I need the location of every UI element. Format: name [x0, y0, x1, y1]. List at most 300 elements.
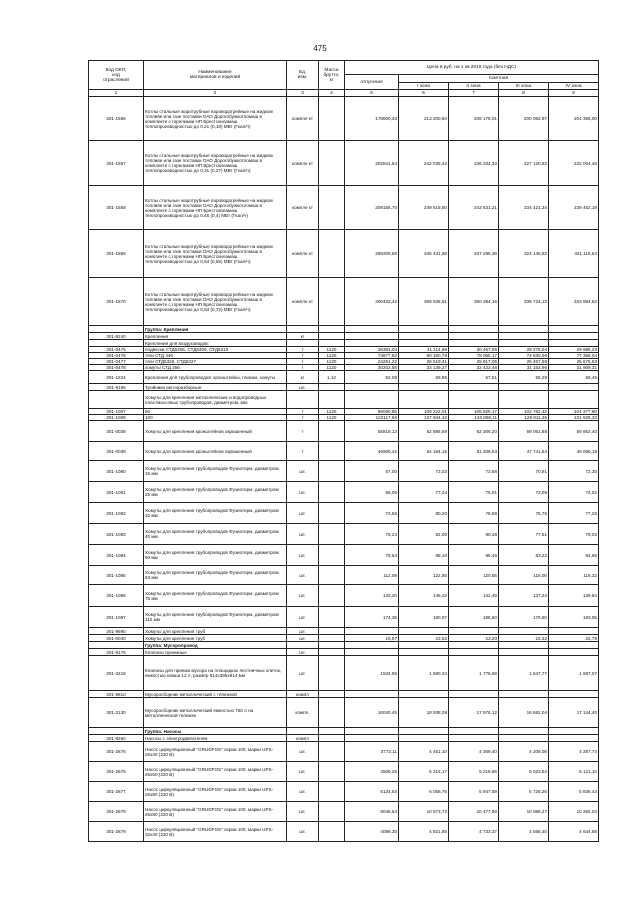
header-mass: Масса брутто, кг: [319, 61, 345, 90]
row-code: 301-1008: [89, 415, 144, 421]
row-zone4-price: [549, 384, 599, 391]
row-zone3-price: 55,29: [499, 371, 549, 384]
table-row: [89, 186, 599, 230]
row-unit: шт.: [287, 524, 319, 545]
row-zone2-price: 236 334,33: [449, 141, 499, 186]
row-mass: [319, 442, 345, 461]
row-unit: шт.: [287, 762, 319, 782]
row-name: Хомуты для крепления трубопроводов Фузиотерм, диаметром 50 мм: [144, 545, 287, 566]
row-zone4-price: 31 909,31: [549, 365, 599, 371]
row-zone3-price: [499, 628, 549, 635]
row-zone2-price: 23,20: [449, 635, 499, 642]
row-name: тяги СТД5326, СТД6327: [144, 359, 287, 365]
row-mass: [319, 635, 345, 642]
row-unit: шт.: [287, 503, 319, 524]
table-row: [89, 442, 599, 461]
row-zone2-price: 75,91: [449, 482, 499, 503]
table-row: [89, 545, 599, 566]
row-zone1-price: 145,22: [399, 585, 449, 607]
row-release-price: [345, 642, 399, 649]
row-unit: шт.: [287, 585, 319, 607]
row-code: 301-1224: [89, 371, 144, 384]
row-zone1-price: 242 035,44: [399, 141, 449, 186]
row-zone3-price: 75,76: [499, 503, 549, 524]
row-name: Хомуты для крепления труб: [144, 628, 287, 635]
table-row: [89, 802, 599, 822]
table-row: [89, 782, 599, 802]
row-name: Насос циркуляционный "GRUDFOS" серии 100, марки UPS-25х80 (220 В): [144, 782, 287, 802]
row-release-price: 55818,13: [345, 421, 399, 442]
page-number: 475: [313, 44, 327, 53]
row-code: 301-1007: [89, 409, 144, 415]
row-code: 301-0039: [89, 442, 144, 461]
row-code: 301-1082: [89, 503, 144, 524]
row-zone4-price: [549, 326, 599, 333]
row-release-price: 30202,58: [345, 365, 399, 371]
row-name: тяги СТД 446: [144, 353, 287, 359]
row-zone3-price: 179,60: [499, 607, 549, 628]
row-zone1-price: [399, 391, 449, 409]
row-code: [89, 642, 144, 649]
row-code: 301-2677: [89, 782, 144, 802]
col-number: 8: [499, 90, 549, 97]
row-zone2-price: 78,68: [449, 503, 499, 524]
row-zone3-price: 77,51: [499, 524, 549, 545]
row-name: Клапаны для приема мусора на площадках лестничных клеток, емкостью ковша 12 л, размер 614х395х814 мм: [144, 656, 287, 691]
row-zone2-price: 30 467,05: [449, 347, 499, 353]
row-zone4-price: 29 985,23: [549, 347, 599, 353]
row-zone2-price: 5 218,86: [449, 762, 499, 782]
col-number: 2: [144, 90, 287, 97]
row-name: Хомуты для крепления металлических и водопроводных пластмассовых трубопроводов, диаметром, мм:: [144, 391, 287, 409]
row-zone3-price: 102 762,42: [499, 409, 549, 415]
row-zone1-price: [399, 691, 449, 698]
row-mass: [319, 186, 345, 230]
row-mass: [319, 545, 345, 566]
row-unit: шт.: [287, 822, 319, 842]
row-name: Насос циркуляционный "GRUDFOS" серии 100, марки UPS-25х40 (220 В): [144, 742, 287, 762]
table-row: [89, 391, 599, 409]
row-name: 50: [144, 409, 287, 415]
row-release-price: 68,06: [345, 482, 399, 503]
row-unit: кг: [287, 333, 319, 340]
row-code: 301-0040: [89, 635, 144, 642]
row-zone2-price: 208 178,01: [449, 97, 499, 141]
row-zone4-price: [549, 628, 599, 635]
row-mass: [319, 482, 345, 503]
row-release-price: 73,56: [345, 503, 399, 524]
row-release-price: [345, 340, 399, 347]
row-zone4-price: 118,32: [549, 566, 599, 585]
row-zone2-price: 86,46: [449, 545, 499, 566]
row-mass: 1120: [319, 353, 345, 359]
row-code: 301-0038: [89, 421, 144, 442]
row-zone1-price: 4 821,85: [399, 822, 449, 842]
row-release-price: 9045,54: [345, 802, 399, 822]
row-mass: 1120: [319, 415, 345, 421]
row-zone4-price: [549, 642, 599, 649]
row-code: 301-0475: [89, 347, 144, 353]
row-zone4-price: 49 066,19: [549, 442, 599, 461]
row-zone1-price: 23,62: [399, 635, 449, 642]
row-release-price: [345, 735, 399, 742]
row-zone2-price: 4 733,37: [449, 822, 499, 842]
header-release: отпускная: [345, 75, 399, 90]
row-zone3-price: 234 421,34: [499, 186, 549, 230]
row-release-price: 289209,60: [345, 230, 399, 278]
row-zone1-price: 18 938,08: [399, 698, 449, 728]
row-zone3-price: 83,22: [499, 545, 549, 566]
row-zone1-price: [399, 728, 449, 735]
row-zone3-price: [499, 642, 549, 649]
header-zone-3: III зона: [499, 83, 549, 90]
row-zone4-price: 1 697,07: [549, 656, 599, 691]
row-release-price: 4506,26: [345, 762, 399, 782]
row-name: Хомуты для крепления трубопроводов Фузиотерм, диаметром 75 мм: [144, 585, 287, 607]
row-code: 301-9165: [89, 384, 144, 391]
row-zone4-price: 183,05: [549, 607, 599, 628]
row-mass: [319, 461, 345, 482]
row-code: 301-1084: [89, 545, 144, 566]
table-row: [89, 735, 599, 742]
row-unit: шт.: [287, 482, 319, 503]
row-zone2-price: 80,48: [449, 524, 499, 545]
row-zone1-price: 54 184,15: [399, 442, 449, 461]
row-zone3-price: 70,91: [499, 461, 549, 482]
col-number: 4: [319, 90, 345, 97]
row-zone2-price: [449, 340, 499, 347]
row-zone1-price: 62 886,69: [399, 421, 449, 442]
row-zone3-price: [499, 391, 549, 409]
row-zone2-price: 57,51: [449, 371, 499, 384]
row-zone3-price: 5 725,26: [499, 782, 549, 802]
row-zone1-price: 5 316,17: [399, 762, 449, 782]
row-mass: [319, 762, 345, 782]
row-zone3-price: [499, 649, 549, 656]
row-zone3-price: 10 086,27: [499, 802, 549, 822]
row-zone1-price: 31 114,69: [399, 347, 449, 353]
row-zone1-price: 190,07: [399, 607, 449, 628]
row-zone2-price: 73,68: [449, 461, 499, 482]
row-mass: [319, 698, 345, 728]
row-mass: [319, 141, 345, 186]
row-mass: [319, 728, 345, 735]
row-release-price: [345, 691, 399, 698]
row-name: 100: [144, 415, 287, 421]
table-row: [89, 585, 599, 607]
row-zone4-price: 4 287,74: [549, 742, 599, 762]
row-zone4-price: [549, 728, 599, 735]
row-zone3-price: 59 051,88: [499, 421, 549, 442]
row-code: 301-0478: [89, 365, 144, 371]
row-name: Хомуты для крепления трубопроводов Фузиотерм, диаметром 32 мм: [144, 503, 287, 524]
row-zone2-price: 5 947,59: [449, 782, 499, 802]
header-zone-4: IV зона: [549, 83, 599, 90]
row-release-price: 46905,42: [345, 442, 399, 461]
row-zone1-price: 73,03: [399, 461, 449, 482]
row-name: Хомуты для крепления трубопроводов Фузиотерм, диаметром 110 мм: [144, 607, 287, 628]
row-unit: компл.: [287, 698, 319, 728]
row-unit: кг: [287, 371, 319, 384]
col-number: 7: [449, 90, 499, 97]
header-unit: Ед. изм.: [287, 61, 319, 90]
row-zone1-price: 80,20: [399, 503, 449, 524]
row-zone4-price: 25 675,83: [549, 359, 599, 365]
row-zone2-price: 1 776,58: [449, 656, 499, 691]
row-zone4-price: 72,30: [549, 461, 599, 482]
row-zone1-price: [399, 649, 449, 656]
row-zone3-price: [499, 384, 549, 391]
row-unit: компле кт: [287, 278, 319, 326]
row-zone1-price: 137 944,43: [399, 415, 449, 421]
row-zone3-price: 73,09: [499, 482, 549, 503]
row-zone1-price: 1 690,34: [399, 656, 449, 691]
row-unit: шт.: [287, 384, 319, 391]
row-zone2-price: [449, 333, 499, 340]
row-release-price: [345, 326, 399, 333]
row-name: Группа: Насосы: [144, 728, 287, 735]
row-unit: шт.: [287, 656, 319, 691]
row-zone3-price: 47 741,64: [499, 442, 549, 461]
row-release-price: 24261,22: [345, 359, 399, 365]
row-zone3-price: 22,32: [499, 635, 549, 642]
row-name: Хомуты для крепления трубопроводов Фузиотерм, диаметром 25 мм: [144, 482, 287, 503]
row-zone3-price: [499, 728, 549, 735]
row-zone3-price: 116,00: [499, 566, 549, 585]
row-mass: [319, 691, 345, 698]
row-zone2-price: 32 422,46: [449, 365, 499, 371]
header-name: Наименование материалов и изделий: [144, 61, 287, 90]
table-row: [89, 461, 599, 482]
table-row: [89, 762, 599, 782]
row-zone4-price: 5 836,43: [549, 782, 599, 802]
row-name: подвески СТД5206, СТД5309, СТД6210: [144, 347, 287, 353]
table-row: [89, 607, 599, 628]
row-code: 301-1087: [89, 607, 144, 628]
row-zone4-price: 56,45: [549, 371, 599, 384]
row-zone3-price: [499, 691, 549, 698]
row-mass: 1120: [319, 365, 345, 371]
row-mass: [319, 802, 345, 822]
row-unit: шт.: [287, 607, 319, 628]
row-code: 301-0477: [89, 359, 144, 365]
row-name: Группа: Мусоропровод: [144, 642, 287, 649]
row-name: Тройники англоразборные: [144, 384, 287, 391]
row-name: Котлы стальные жаротрубные пароводогрейные на жидком топливе или газе поставки ОАО Дорогобужкотломаш в комплекте с горелками НП Брестскиламаш теплопроизводностью до 0,46 (0,4) МВт (Гкал/ч): [144, 186, 287, 230]
row-mass: [319, 649, 345, 656]
row-zone4-price: 59 662,40: [549, 421, 599, 442]
row-mass: [319, 735, 345, 742]
header-price-title: Цена в руб. на 1 кв 2018 года (без НДС): [345, 61, 599, 75]
row-zone4-price: 10 282,03: [549, 802, 599, 822]
header-code: Код ОКП, код отраслевой: [89, 61, 144, 90]
table-row: [89, 97, 599, 141]
row-zone4-price: [549, 391, 599, 409]
row-zone2-price: 186,50: [449, 607, 499, 628]
row-zone1-price: [399, 384, 449, 391]
table-body: [89, 97, 599, 842]
row-code: 301-9260: [89, 735, 144, 742]
row-zone3-price: 74 630,56: [499, 353, 549, 359]
row-unit: компле кт: [287, 186, 319, 230]
row-release-price: 112,09: [345, 566, 399, 585]
row-zone2-price: 62 306,20: [449, 421, 499, 442]
row-release-price: [345, 628, 399, 635]
row-zone3-price: 137,24: [499, 585, 549, 607]
row-name: Группа: Крепления: [144, 326, 287, 333]
row-mass: [319, 566, 345, 585]
row-zone1-price: 82,00: [399, 524, 449, 545]
row-name: Хомуты для крепления трубопроводов Фузиотерм, диаметром 63 мм: [144, 566, 287, 585]
row-zone4-price: 17 144,40: [549, 698, 599, 728]
row-mass: 1,12: [319, 371, 345, 384]
row-mass: [319, 524, 345, 545]
row-release-price: 78,64: [345, 545, 399, 566]
row-unit: т: [287, 409, 319, 415]
row-zone3-price: 129 811,36: [499, 415, 549, 421]
table-row: [89, 698, 599, 728]
row-zone1-price: 88,10: [399, 545, 449, 566]
row-mass: [319, 628, 345, 635]
row-zone4-price: [549, 333, 599, 340]
row-zone3-price: 5 023,54: [499, 762, 549, 782]
row-zone4-price: 4 644,88: [549, 822, 599, 842]
row-zone2-price: [449, 628, 499, 635]
row-zone2-price: 25 917,05: [449, 359, 499, 365]
row-zone1-price: 26 519,41: [399, 359, 449, 365]
row-zone4-price: [549, 649, 599, 656]
row-zone3-price: 25 467,58: [499, 359, 549, 365]
row-mass: [319, 340, 345, 347]
table-row: [89, 333, 599, 340]
row-unit: шт.: [287, 649, 319, 656]
row-code: 301-9175: [89, 649, 144, 656]
row-zone3-price: [499, 340, 549, 347]
row-code: [89, 391, 144, 409]
row-release-price: [345, 391, 399, 409]
row-code: [89, 340, 144, 347]
row-release-price: 52,08: [345, 371, 399, 384]
row-code: 301-2679: [89, 822, 144, 842]
row-zone4-price: 131 626,33: [549, 415, 599, 421]
row-name: Крепления: [144, 333, 287, 340]
table-row: [89, 635, 599, 642]
row-mass: [319, 278, 345, 326]
table-row: [89, 141, 599, 186]
row-code: 301-9810: [89, 691, 144, 698]
row-unit: шт.: [287, 566, 319, 585]
row-code: 301-1080: [89, 461, 144, 482]
row-unit: компле кт: [287, 97, 319, 141]
header-estimate: Сметная: [399, 75, 599, 83]
row-mass: [319, 782, 345, 802]
row-unit: шт.: [287, 802, 319, 822]
row-zone3-price: 4 208,08: [499, 742, 549, 762]
row-mass: [319, 642, 345, 649]
row-zone1-price: [399, 333, 449, 340]
row-zone1-price: [399, 642, 449, 649]
row-unit: т: [287, 353, 319, 359]
row-code: 301-2675: [89, 742, 144, 762]
row-code: [89, 326, 144, 333]
row-zone2-price: 105 828,17: [449, 409, 499, 415]
row-unit: шт.: [287, 635, 319, 642]
row-zone1-price: [399, 340, 449, 347]
col-number: 3: [287, 90, 319, 97]
row-mass: [319, 503, 345, 524]
row-zone1-price: 6 058,76: [399, 782, 449, 802]
row-zone1-price: 249 615,50: [399, 186, 449, 230]
row-zone3-price: 4 556,40: [499, 822, 549, 842]
row-zone4-price: 79,02: [549, 524, 599, 545]
row-name: Мусоросборник металлический с тележкой: [144, 691, 287, 698]
table-row: [89, 384, 599, 391]
row-mass: [319, 97, 345, 141]
row-unit: т: [287, 421, 319, 442]
row-zone4-price: 204 365,00: [549, 97, 599, 141]
row-name: Хомуты для крепления кронштейнов окрашенный: [144, 442, 287, 461]
row-zone1-price: 77,34: [399, 482, 449, 503]
row-code: 301-1567: [89, 141, 144, 186]
row-name: Котлы стальные жаротрубные пароводогрейные на жидком топливе или газе поставки ОАО Дорогобужкотломаш в комплекте с горелками НП Брестскиламаш теплопроизводностью до 0,31 (0,27) МВт (Гкал/ч): [144, 141, 287, 186]
row-unit: т: [287, 442, 319, 461]
row-name: Хомуты для крепления труб: [144, 635, 287, 642]
row-release-price: 75,24: [345, 524, 399, 545]
row-release-price: 96080,85: [345, 409, 399, 415]
row-zone4-price: 343 984,63: [549, 278, 599, 326]
row-release-price: 1534,95: [345, 656, 399, 691]
row-zone4-price: 77 358,04: [549, 353, 599, 359]
row-zone1-price: 213 200,84: [399, 97, 449, 141]
table-row: [89, 742, 599, 762]
row-code: 301-2678: [89, 802, 144, 822]
row-zone1-price: 4 451,10: [399, 742, 449, 762]
row-zone4-price: [549, 691, 599, 698]
row-mass: [319, 656, 345, 691]
row-zone2-price: [449, 384, 499, 391]
row-zone1-price: [399, 735, 449, 742]
row-zone3-price: 1 647,77: [499, 656, 549, 691]
row-zone3-price: 16 682,04: [499, 698, 549, 728]
row-release-price: 133,20: [345, 585, 399, 607]
row-zone2-price: 243 631,21: [449, 186, 499, 230]
table-row: [89, 656, 599, 691]
row-release-price: 174,35: [345, 607, 399, 628]
row-zone3-price: 29 275,04: [499, 347, 549, 353]
table-row: [89, 326, 599, 333]
row-name: Клапаны приемные: [144, 649, 287, 656]
row-zone2-price: 78 065,17: [449, 353, 499, 359]
row-zone2-price: 133 858,11: [449, 415, 499, 421]
row-zone2-price: [449, 391, 499, 409]
row-zone2-price: 51 306,63: [449, 442, 499, 461]
table-row: [89, 566, 599, 585]
row-mass: 1120: [319, 359, 345, 365]
row-code: 301-9240: [89, 333, 144, 340]
row-unit: [287, 728, 319, 735]
row-zone2-price: 4 369,40: [449, 742, 499, 762]
row-code: 301-1570: [89, 278, 144, 326]
row-code: 301-1569: [89, 230, 144, 278]
row-unit: компле кт: [287, 230, 319, 278]
row-release-price: 300432,42: [345, 278, 399, 326]
row-release-price: 122117,66: [345, 415, 399, 421]
row-name: Хомуты для крепления трубопроводов Фузиотерм, диаметром 15 мм: [144, 461, 287, 482]
table-row: [89, 482, 599, 503]
row-zone2-price: 17 976,12: [449, 698, 499, 728]
row-zone3-price: [499, 326, 549, 333]
table-row: [89, 728, 599, 735]
